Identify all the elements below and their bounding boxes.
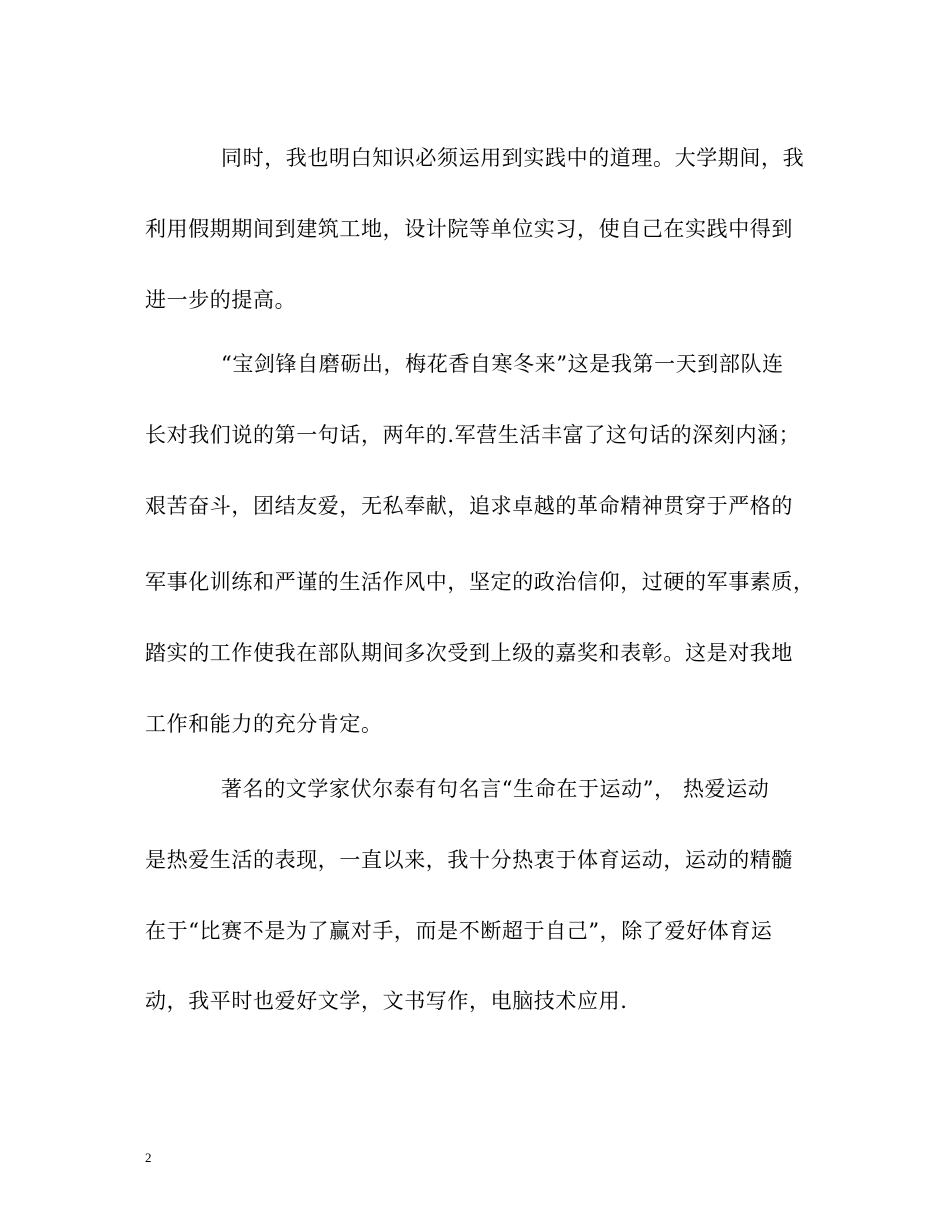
paragraph-3-line-1: 著名的文学家伏尔泰有句名言“生命在于运动”， 热爱运动 [221,777,770,801]
paragraph-2-line-5: 踏实的工作使我在部队期间多次受到上级的嘉奖和表彰。这是对我地 [145,641,793,665]
paragraph-3-line-4: 动，我平时也爱好文学，文书写作，电脑技术应用. [145,989,628,1013]
paragraph-2-line-6: 工作和能力的充分肯定。 [145,712,383,736]
paragraph-2-line-2: 长对我们说的第一句话，两年的.军营生活丰富了这句话的深刻内涵； [145,423,801,447]
paragraph-3-line-3: 在于“比赛不是为了赢对手，而是不断超于自己”，除了爱好体育运 [145,919,773,943]
paragraph-3-line-2: 是热爱生活的表现，一直以来，我十分热衷于体育运动，运动的精髓 [145,848,793,872]
paragraph-2-line-3: 艰苦奋斗，团结友爱，无私奉献，追求卓越的革命精神贯穿于严格的 [145,494,793,518]
paragraph-1-line-1: 同时，我也明白知识必须运用到实践中的道理。大学期间，我 [221,146,805,170]
paragraph-1-line-2: 利用假期期间到建筑工地，设计院等单位实习，使自己在实践中得到 [145,217,793,241]
paragraph-2-line-4: 军事化训练和严谨的生活作风中，坚定的政治信仰，过硬的军事素质， [145,570,815,594]
paragraph-2-line-1: “宝剑锋自磨砺出，梅花香自寒冬来”这是我第一天到部队连 [221,352,784,376]
page-number: 2 [145,1150,152,1165]
paragraph-1-line-3: 进一步的提高。 [145,288,297,312]
